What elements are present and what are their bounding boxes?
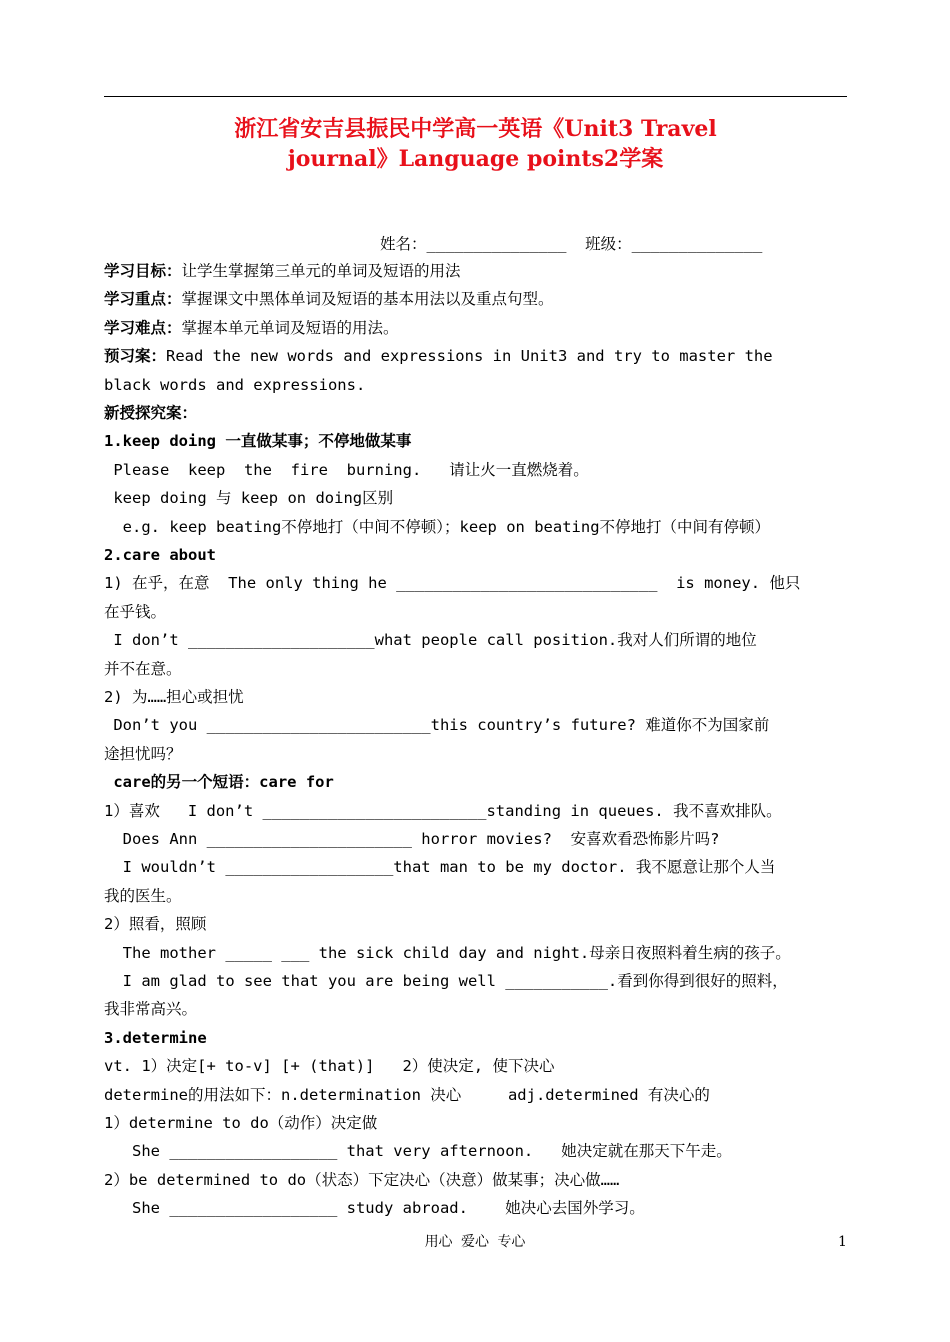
body-line <box>104 342 849 370</box>
body-line <box>104 1166 849 1194</box>
body-line <box>104 513 849 541</box>
body-line <box>104 1194 849 1222</box>
body-line <box>104 853 849 881</box>
line-text: determine的用法如下：n.determination 决心 adj.determined 有决心的 <box>104 1085 710 1104</box>
body-line <box>104 910 849 938</box>
body-line <box>104 967 849 995</box>
line-label: 学习重点： <box>104 290 182 309</box>
body-line <box>104 711 849 739</box>
line-text: 让学生掌握第三单元的单词及短语的用法 <box>181 262 461 280</box>
body-line <box>104 257 849 285</box>
body-line <box>104 598 849 626</box>
line-label: 3.determine <box>104 1028 207 1047</box>
body-line <box>104 371 849 399</box>
body-line <box>104 1137 849 1165</box>
body-line <box>104 285 849 313</box>
line-text: Read the new words and expressions in Unit3 and try to master the <box>166 347 773 366</box>
line-label: 预习案： <box>104 347 167 366</box>
line-label: 学习难点： <box>104 318 182 337</box>
body-line <box>104 825 849 853</box>
body-line <box>104 314 849 342</box>
header-rule <box>104 96 847 97</box>
body-line <box>104 427 849 455</box>
title-line-2: journal》Language points2学案 <box>287 146 664 172</box>
body-line <box>104 1024 849 1052</box>
body-line <box>104 569 849 597</box>
line-label: care的另一个短语：care for <box>104 773 334 792</box>
page-number: 1 <box>838 1234 847 1250</box>
body-line <box>104 768 849 796</box>
body-line <box>104 1081 849 1109</box>
body-line <box>104 939 849 967</box>
body-line <box>104 1109 849 1137</box>
line-text: 我非常高兴。 <box>104 1000 198 1019</box>
line-text: I don’t ____________________what people call position.我对人们所谓的地位 <box>104 631 757 650</box>
line-text: 2）照看，照顾 <box>104 915 207 934</box>
body-line <box>104 626 849 654</box>
line-text: I wouldn’t __________________that man to be my doctor. 我不愿意让那个人当 <box>104 858 776 877</box>
line-text: e.g. keep beating不停地打（中间不停顿）；keep on beating不停地打（中间有停顿） <box>104 517 771 536</box>
line-text: Don’t you ________________________this country’s future? 难道你不为国家前 <box>104 716 770 735</box>
body-line <box>104 484 849 512</box>
line-text: 1）determine to do（动作）决定做 <box>104 1114 378 1132</box>
line-text: 掌握课文中黑体单词及短语的基本用法以及重点句型。 <box>181 290 554 309</box>
body-line <box>104 683 849 711</box>
body-line <box>104 399 849 427</box>
line-text: She __________________ that very afternoon. 她决定就在那天下午走。 <box>104 1142 732 1161</box>
name-class-fields: 姓名：_______________ 班级：______________ <box>380 235 763 253</box>
body-line <box>104 995 849 1023</box>
body-line <box>104 541 849 569</box>
footer-motto: 用心 爱心 专心 <box>424 1234 526 1250</box>
line-text: 2）be determined to do（状态）下定决心（决意）做某事；决心做…… <box>104 1170 620 1189</box>
body-line <box>104 740 849 768</box>
line-text: black words and expressions. <box>104 375 366 394</box>
line-text: 1) 在乎，在意 The only thing he ____________________________ is money. 他只 <box>104 574 801 593</box>
line-label: 2.care about <box>104 546 216 564</box>
body-line <box>104 655 849 683</box>
line-text: 2) 为……担心或担忧 <box>104 688 244 706</box>
line-text: I am glad to see that you are being well ___________.看到你得到很好的照料， <box>104 972 788 990</box>
line-text: 我的医生。 <box>104 886 182 905</box>
body-line <box>104 1052 849 1080</box>
line-text: Please keep the fire burning. 请让火一直燃烧着。 <box>104 460 589 479</box>
line-text: The mother _____ ___ the sick child day and night.母亲日夜照料着生病的孩子。 <box>104 943 791 962</box>
line-text: 并不在意。 <box>104 659 182 678</box>
body-line <box>104 456 849 484</box>
body-line <box>104 797 849 825</box>
body-line <box>104 882 849 910</box>
line-text: 掌握本单元单词及短语的用法。 <box>181 318 399 337</box>
line-text: 途担忧吗？ <box>104 744 182 763</box>
line-text: 在乎钱。 <box>104 602 167 621</box>
line-label: 新授探究案： <box>104 404 198 422</box>
line-text: Does Ann ______________________ horror movies? 安喜欢看恐怖影片吗? <box>104 830 720 848</box>
line-text: vt. 1）决定[+ to-v] [+ (that)] 2）使决定, 使下决心 <box>104 1057 555 1076</box>
title-line-1: 浙江省安吉县振民中学高一英语《Unit3 Travel <box>234 116 717 142</box>
line-text: She __________________ study abroad. 她决心去国外学习。 <box>104 1199 645 1218</box>
document-title <box>104 114 847 174</box>
line-text: keep doing 与 keep on doing区别 <box>104 489 394 508</box>
line-label: 1.keep doing 一直做某事；不停地做某事 <box>104 432 412 451</box>
line-text: 1）喜欢 I don’t ________________________standing in queues. 我不喜欢排队。 <box>104 801 782 820</box>
line-label: 学习目标： <box>104 262 182 280</box>
